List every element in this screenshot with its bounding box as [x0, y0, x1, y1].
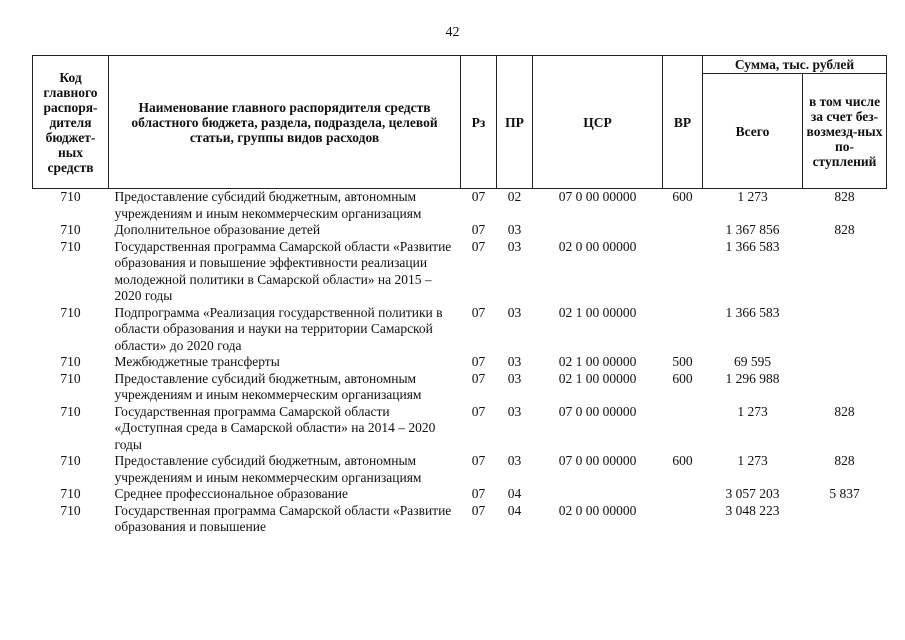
cell-vr — [663, 239, 703, 305]
table-row — [33, 354, 887, 371]
cell-pr: 03 — [507, 403, 522, 419]
cell-vr — [663, 404, 703, 454]
cell-name: Предоставление субсидий бюджетным, автономным учреждениям и иным некоммерческим организациям — [114, 370, 422, 402]
cell-code: 710 — [60, 189, 81, 204]
cell-total: 1 273 — [737, 453, 768, 468]
cell-vr: 600 — [672, 189, 693, 204]
page-number: 42 — [445, 25, 460, 40]
cell-rz: 07 — [471, 486, 486, 501]
table-row — [33, 222, 887, 239]
cell-grants: 828 — [834, 189, 855, 204]
cell-grants: 828 — [834, 453, 855, 468]
cell-vr — [663, 305, 703, 355]
header-code: Код главного распоря-дителя бюджет-ных средств — [33, 56, 109, 189]
cell-csr — [533, 222, 663, 239]
cell-name: Подпрограмма «Реализация государственной политики в области образования и науки на территории Самарской области» до 2020 года — [114, 304, 443, 353]
cell-pr: 03 — [507, 354, 522, 369]
cell-code: 710 — [60, 486, 81, 501]
cell-rz: 07 — [471, 222, 486, 237]
budget-table — [32, 55, 887, 536]
cell-vr — [663, 486, 703, 503]
cell-pr: 03 — [507, 304, 522, 320]
cell-pr: 03 — [507, 222, 522, 237]
cell-name: Предоставление субсидий бюджетным, автономным учреждениям и иным некоммерческим организациям — [114, 189, 422, 221]
header-total: Всего — [703, 74, 803, 189]
cell-vr — [663, 222, 703, 239]
cell-vr — [663, 503, 703, 536]
cell-vr: 600 — [672, 453, 693, 468]
table-row — [33, 189, 887, 223]
cell-rz: 07 — [471, 189, 486, 204]
cell-vr: 500 — [672, 354, 693, 369]
cell-pr: 03 — [507, 453, 522, 468]
cell-csr: 07 0 00 00000 — [558, 189, 637, 204]
cell-total: 69 595 — [733, 354, 772, 369]
cell-total: 3 057 203 — [725, 486, 780, 501]
cell-code: 710 — [60, 403, 81, 419]
cell-rz: 07 — [471, 403, 486, 419]
header-grants: в том числе за счет без-возмезд-ных по-ступлений — [803, 74, 887, 189]
cell-csr: 02 0 00 00000 — [558, 238, 637, 254]
cell-rz: 07 — [471, 304, 486, 320]
cell-grants — [803, 305, 887, 355]
cell-csr: 02 0 00 00000 — [558, 502, 637, 518]
cell-csr — [533, 486, 663, 503]
table-row — [33, 371, 887, 404]
cell-grants: 828 — [834, 403, 855, 419]
cell-csr: 02 1 00 00000 — [558, 370, 637, 386]
table-row — [33, 305, 887, 355]
cell-grants — [803, 371, 887, 404]
cell-name: Среднее профессиональное образование — [114, 486, 349, 501]
cell-rz: 07 — [471, 354, 486, 369]
cell-rz: 07 — [471, 502, 486, 518]
cell-name: Государственная программа Самарской области «Доступная среда в Самарской области» на 2014 – 2020 годы — [114, 403, 436, 452]
cell-code: 710 — [60, 222, 81, 237]
cell-csr: 02 1 00 00000 — [558, 304, 637, 320]
table-row — [33, 404, 887, 454]
cell-total: 1 273 — [737, 189, 768, 204]
cell-rz: 07 — [471, 370, 486, 386]
cell-total: 1 367 856 — [725, 222, 780, 237]
table-row — [33, 239, 887, 305]
header-pr: ПР — [497, 56, 533, 189]
cell-csr: 07 0 00 00000 — [558, 453, 637, 468]
cell-pr: 03 — [507, 370, 522, 386]
cell-code: 710 — [60, 370, 81, 386]
cell-pr: 04 — [507, 486, 522, 501]
cell-code: 710 — [60, 304, 81, 320]
header-rz: Рз — [461, 56, 497, 189]
cell-name: Дополнительное образование детей — [114, 222, 321, 237]
table-row — [33, 453, 887, 486]
header-name: Наименование главного распорядителя средств областного бюджета, раздела, подраздела, целевой статьи, группы видов расходов — [109, 56, 461, 189]
cell-grants — [803, 503, 887, 536]
cell-total: 1 273 — [737, 403, 768, 419]
header-csr: ЦСР — [533, 56, 663, 189]
cell-code: 710 — [60, 502, 81, 518]
cell-code: 710 — [60, 453, 81, 468]
cell-name: Государственная программа Самарской области «Развитие образования и повышение — [114, 502, 452, 534]
cell-vr: 600 — [672, 370, 693, 386]
table-row — [33, 486, 887, 503]
cell-name: Государственная программа Самарской области «Развитие образования и повышение эффективности реализации молодежной политики в Самарской области» на 2015 – 2020 годы — [114, 238, 452, 303]
cell-total: 1 296 988 — [725, 370, 780, 386]
cell-name: Предоставление субсидий бюджетным, автономным учреждениям и иным некоммерческим организациям — [114, 453, 422, 485]
cell-csr: 02 1 00 00000 — [558, 354, 637, 369]
header-sum-group: Сумма, тыс. рублей — [703, 56, 887, 74]
cell-total: 3 048 223 — [725, 502, 780, 518]
cell-grants: 5 837 — [829, 486, 860, 501]
cell-pr: 04 — [507, 502, 522, 518]
header-vr: ВР — [663, 56, 703, 189]
cell-pr: 03 — [507, 238, 522, 254]
cell-name: Межбюджетные трансферты — [114, 354, 280, 369]
cell-rz: 07 — [471, 238, 486, 254]
cell-rz: 07 — [471, 453, 486, 468]
table-row — [33, 503, 887, 536]
cell-total: 1 366 583 — [725, 238, 780, 254]
cell-code: 710 — [60, 238, 81, 254]
cell-csr: 07 0 00 00000 — [558, 403, 637, 419]
cell-grants — [803, 239, 887, 305]
cell-grants — [803, 354, 887, 371]
cell-total: 1 366 583 — [725, 304, 780, 320]
cell-pr: 02 — [507, 189, 522, 204]
cell-grants: 828 — [834, 222, 855, 237]
cell-code: 710 — [60, 354, 81, 369]
